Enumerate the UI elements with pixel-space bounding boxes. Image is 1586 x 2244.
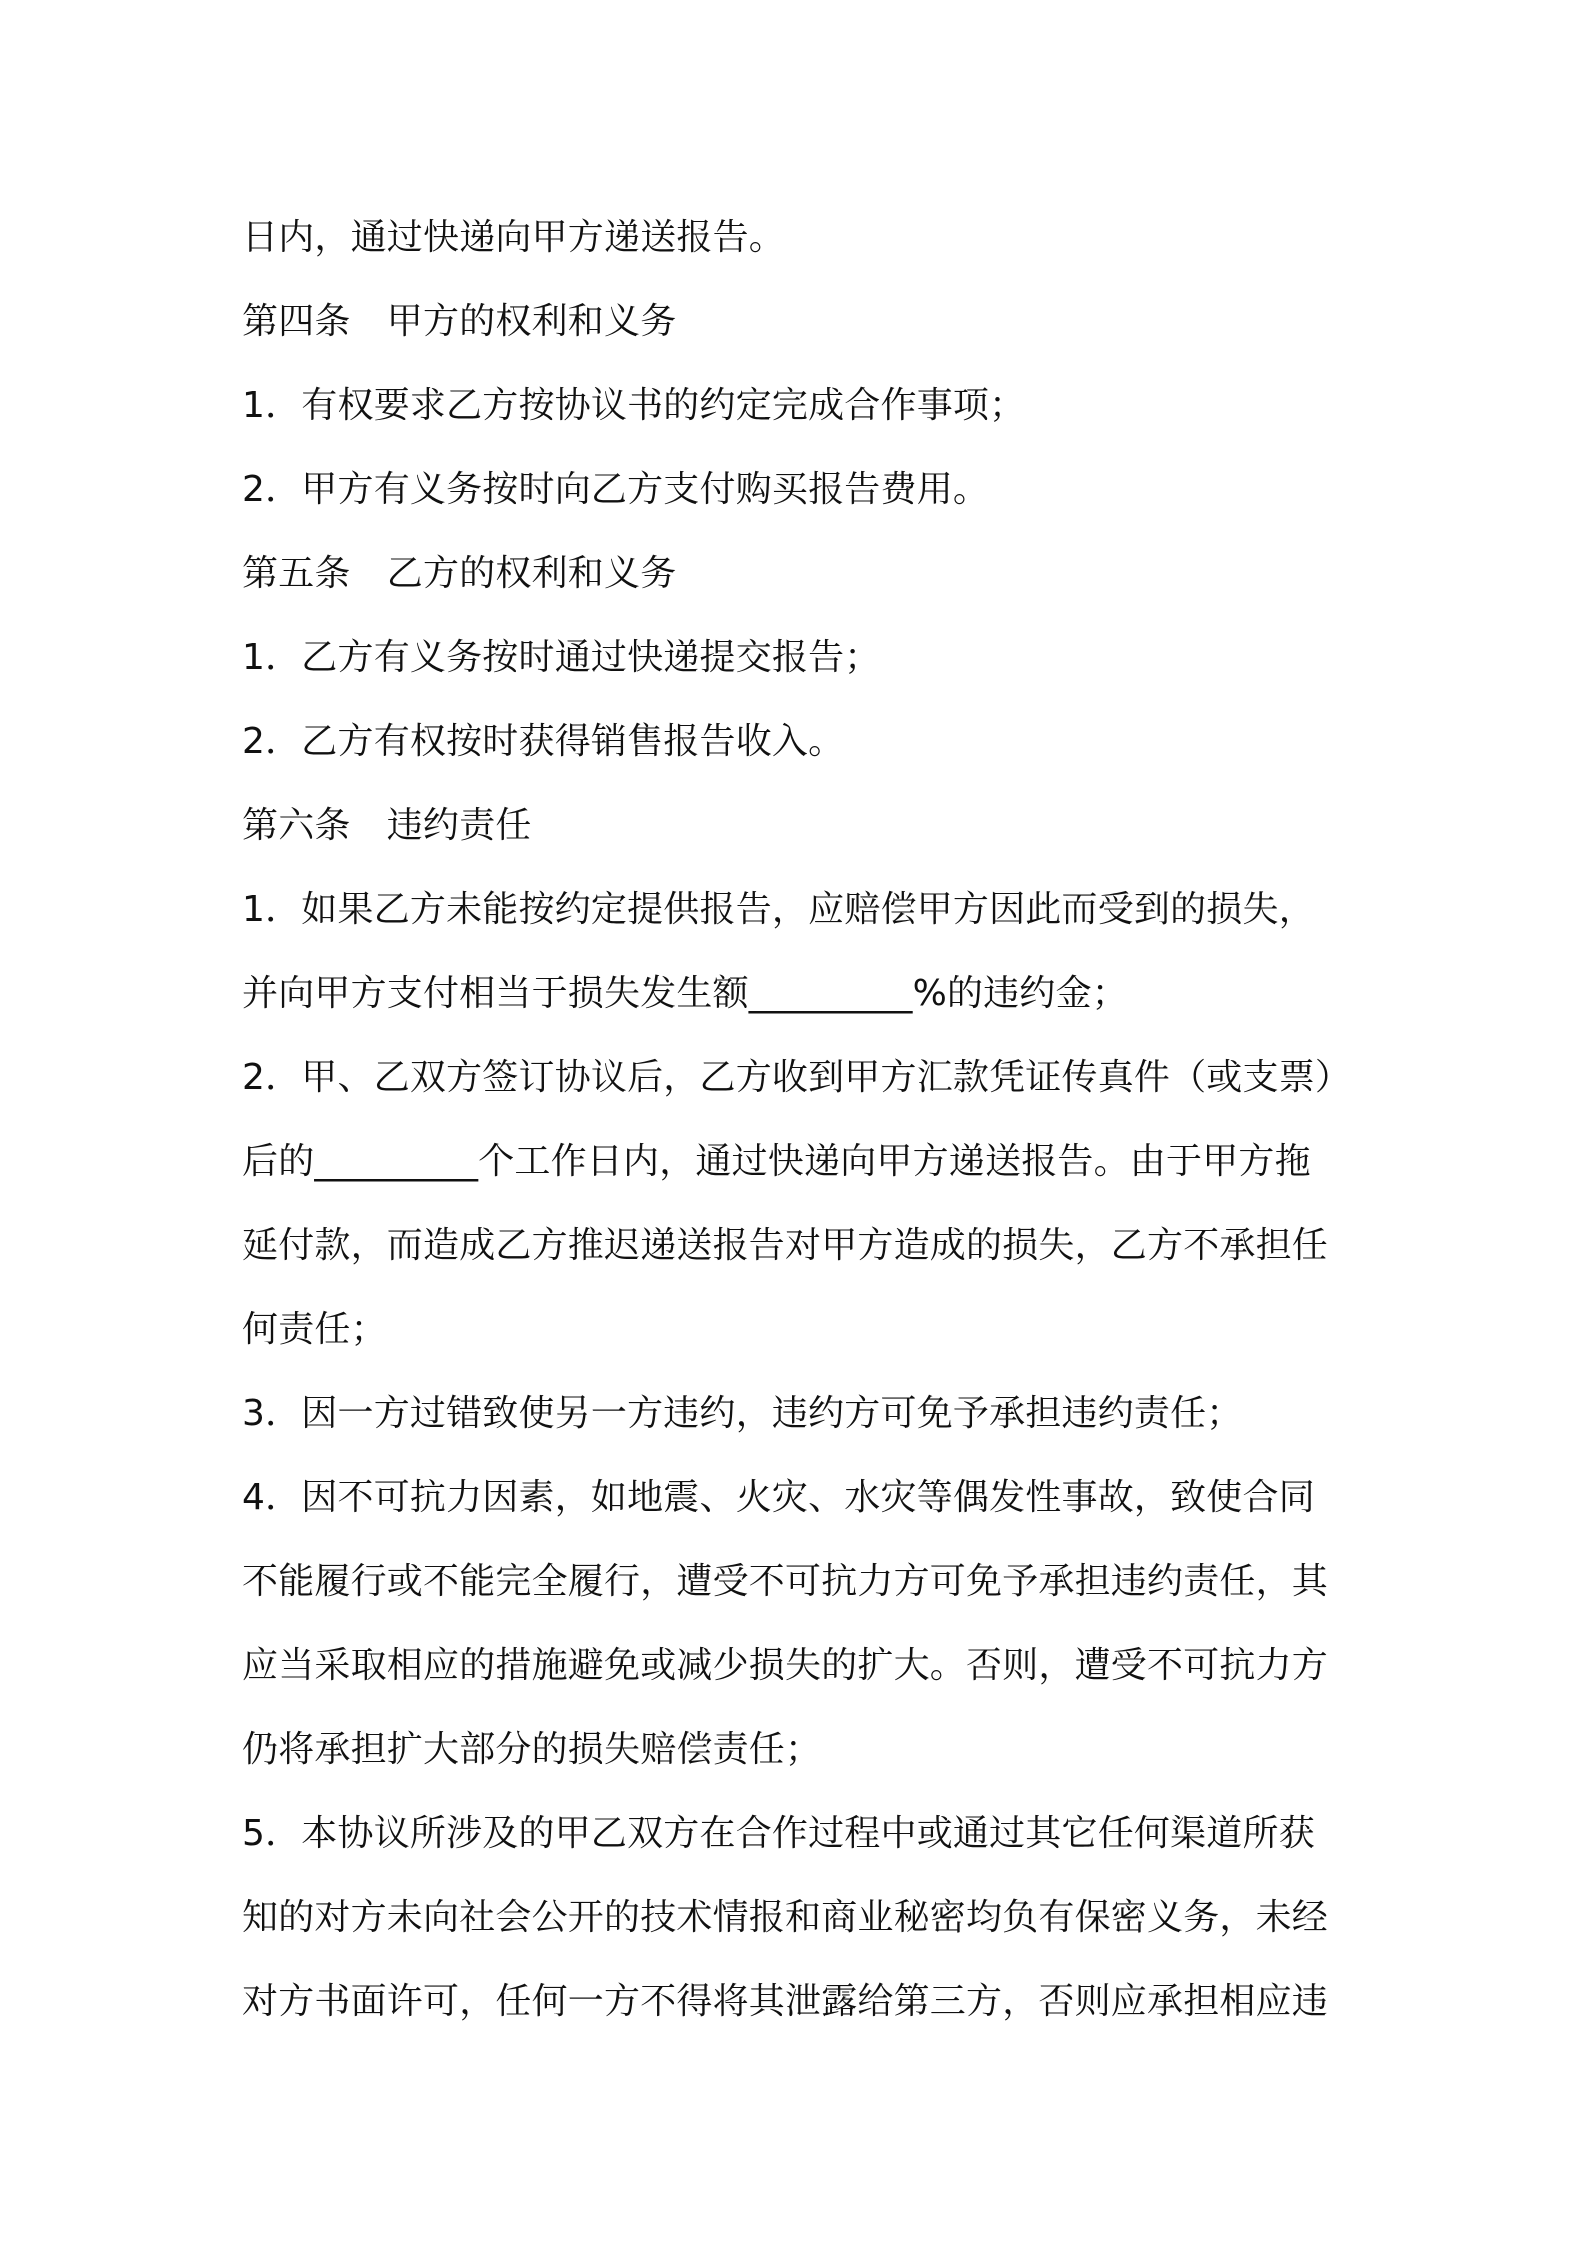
text-line: 5．本协议所涉及的甲乙双方在合作过程中或通过其它任何渠道所获 bbox=[242, 1813, 1315, 1854]
text-line: 何责任； bbox=[242, 1309, 387, 1350]
text-line: 4．因不可抗力因素，如地震、火灾、水灾等偶发性事故，致使合同 bbox=[242, 1477, 1315, 1518]
text-line: 1．有权要求乙方按协议书的约定完成合作事项； bbox=[242, 385, 1026, 426]
text-line: 3．因一方过错致使另一方违约，违约方可免予承担违约责任； bbox=[242, 1393, 1243, 1434]
text-line: 不能履行或不能完全履行，遭受不可抗力方可免予承担违约责任，其 bbox=[242, 1561, 1329, 1602]
text-line: 2．甲方有义务按时向乙方支付购买报告费用。 bbox=[242, 469, 990, 510]
text-line: 知的对方未向社会公开的技术情报和商业秘密均负有保密义务，未经 bbox=[242, 1897, 1329, 1938]
article-heading: 第五条 乙方的权利和义务 bbox=[242, 553, 677, 594]
text-line: 1．如果乙方未能按约定提供报告，应赔偿甲方因此而受到的损失， bbox=[242, 889, 1315, 930]
text-line: 延付款，而造成乙方推迟递送报告对甲方造成的损失，乙方不承担任 bbox=[242, 1225, 1329, 1266]
text-line: 应当采取相应的措施避免或减少损失的扩大。否则，遭受不可抗力方 bbox=[242, 1645, 1329, 1686]
text-line: 1．乙方有义务按时通过快递提交报告； bbox=[242, 637, 881, 678]
text-line: 仍将承担扩大部分的损失赔偿责任； bbox=[242, 1729, 822, 1770]
article-heading: 第四条 甲方的权利和义务 bbox=[242, 301, 677, 342]
text-line: 2．甲、乙双方签订协议后，乙方收到甲方汇款凭证传真件（或支票） bbox=[242, 1057, 1352, 1098]
text-line: 并向甲方支付相当于损失发生额_________%的违约金； bbox=[242, 973, 1129, 1014]
text-line: 对方书面许可，任何一方不得将其泄露给第三方，否则应承担相应违 bbox=[242, 1981, 1329, 2022]
text-line: 2．乙方有权按时获得销售报告收入。 bbox=[242, 721, 845, 762]
text-line: 后的_________个工作日内，通过快递向甲方递送报告。由于甲方拖 bbox=[242, 1141, 1311, 1182]
article-heading: 第六条 违约责任 bbox=[242, 805, 532, 846]
contract-text-body bbox=[242, 196, 1362, 2044]
text-line: 日内，通过快递向甲方递送报告。 bbox=[242, 217, 786, 258]
